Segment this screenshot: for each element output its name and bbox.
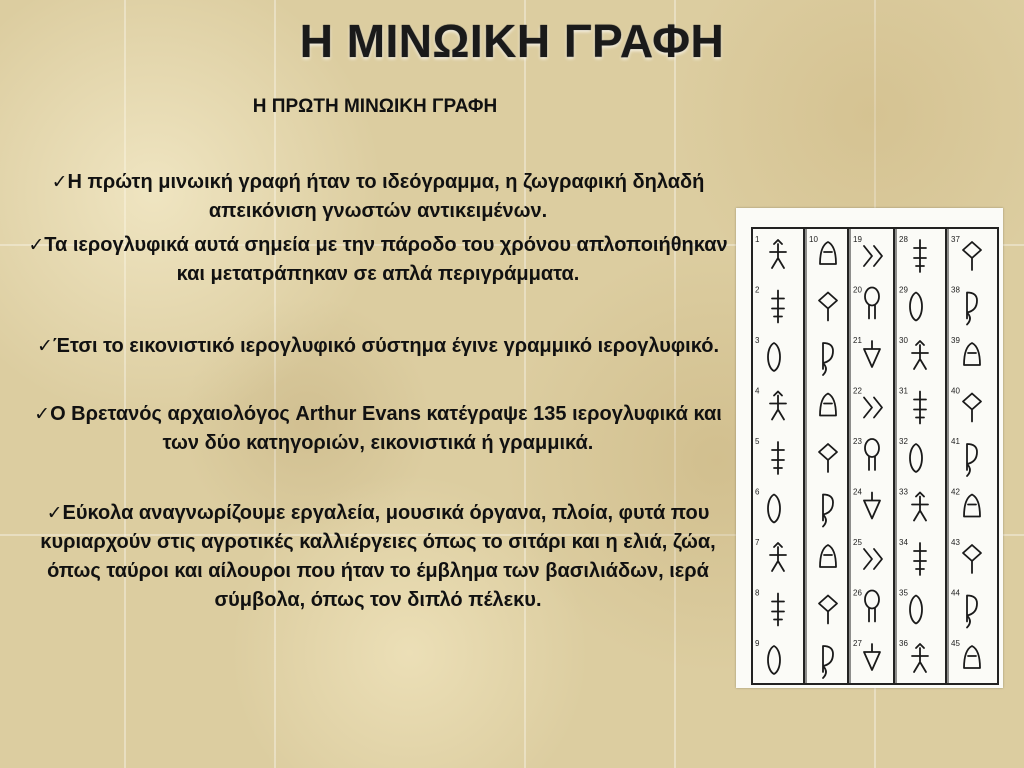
hieroglyph-sign xyxy=(865,439,879,470)
sign-number: 31 xyxy=(899,386,908,396)
hieroglyph-sign xyxy=(823,495,833,527)
hieroglyph-table-drawing xyxy=(736,208,1003,688)
hieroglyph-sign xyxy=(770,240,786,268)
hieroglyph-sign xyxy=(865,288,879,319)
hieroglyph-sign xyxy=(770,543,786,571)
sign-number: 23 xyxy=(853,437,862,446)
bullet-text: Η πρώτη μινωική γραφή ήταν το ιδεόγραμμα, η ζωγραφική δηλαδή απεικόνιση γνωστών αντικειμένων. xyxy=(67,171,705,222)
hieroglyph-sign xyxy=(819,293,837,321)
checkmark-icon: ✓ xyxy=(34,404,51,425)
hieroglyph-sign xyxy=(964,495,980,517)
sign-number: 30 xyxy=(899,336,908,345)
hieroglyph-sign xyxy=(912,493,928,521)
sign-number: 21 xyxy=(853,336,862,345)
hieroglyph-sign xyxy=(910,596,922,624)
hieroglyph-sign xyxy=(967,444,977,476)
hieroglyph-sign xyxy=(963,242,981,270)
hieroglyph-sign xyxy=(820,394,836,416)
checkmark-icon: ✓ xyxy=(36,336,53,357)
sign-number: 24 xyxy=(853,487,862,497)
bullet-list xyxy=(16,168,740,615)
hieroglyph-sign xyxy=(910,293,922,321)
hieroglyph-sign xyxy=(910,444,922,472)
hieroglyph-sign xyxy=(823,343,833,375)
hieroglyph-sign xyxy=(912,341,928,369)
hieroglyph-sign xyxy=(864,493,880,519)
sign-number: 39 xyxy=(951,336,960,345)
sign-number: 27 xyxy=(853,639,862,648)
hieroglyph-sign xyxy=(772,291,784,323)
checkmark-icon: ✓ xyxy=(46,503,63,524)
bullet-text: Εύκολα αναγνωρίζουμε εργαλεία, μουσικά όργανα, πλοία, φυτά που κυριαρχούν στις αγροτικές καλλιέργειες όπως το σιτάρι και η ελιά, ζώα, όπως ταύροι και αίλουροι που ήταν το έμβλημα των βασιλιάδων, ιερά σύμβολα, όπως τον διπλό πέλεκυ. xyxy=(40,502,716,611)
hieroglyph-sign xyxy=(823,646,833,678)
bullet-item xyxy=(16,332,740,361)
bullet-item xyxy=(16,168,740,226)
hieroglyph-sign xyxy=(864,549,882,569)
hieroglyph-sign xyxy=(819,444,837,472)
bullet-text: Ο Βρετανός αρχαιολόγος Arthur Evans κατέγραψε 135 ιερογλυφικά και των δύο κατηγοριών, εικονιστικά ή γραμμικά. xyxy=(50,403,722,454)
bullet-item xyxy=(16,499,740,615)
sign-number: 42 xyxy=(951,487,960,497)
hieroglyph-sign xyxy=(914,543,926,575)
hieroglyph-sign xyxy=(819,596,837,624)
sign-number: 43 xyxy=(951,538,960,547)
checkmark-icon: ✓ xyxy=(28,235,45,256)
sign-number: 9 xyxy=(755,639,760,648)
checkmark-icon: ✓ xyxy=(51,172,68,193)
bullet-text: Τα ιερογλυφικά αυτά σημεία με την πάροδο του χρόνου απλοποιήθηκαν και μετατράπηκαν σε απλά περιγράμματα. xyxy=(44,234,728,285)
bullet-item xyxy=(16,231,740,289)
hieroglyph-sign xyxy=(914,240,926,272)
sign-number: 32 xyxy=(899,437,908,446)
hieroglyph-sign xyxy=(864,644,880,670)
sign-number: 8 xyxy=(755,588,760,598)
sign-number: 45 xyxy=(951,639,960,648)
sign-number: 3 xyxy=(755,336,760,345)
sign-number: 28 xyxy=(899,235,908,244)
hieroglyph-sign xyxy=(772,594,784,626)
hieroglyph-sign xyxy=(864,246,882,266)
hieroglyph-sign xyxy=(820,242,836,264)
sign-number: 1 xyxy=(755,235,760,244)
hieroglyph-sign xyxy=(963,545,981,573)
slide-subtitle: Η ΠΡΩΤΗ ΜΙΝΩΙΚΗ ΓΡΑΦΗ xyxy=(252,96,498,117)
hieroglyph-sign xyxy=(912,644,928,672)
sign-number: 44 xyxy=(951,588,960,598)
hieroglyph-sign xyxy=(768,343,780,371)
sign-number: 25 xyxy=(853,538,862,547)
sign-number: 34 xyxy=(899,538,908,547)
sign-number: 22 xyxy=(853,386,862,396)
sign-number: 37 xyxy=(951,235,960,244)
hieroglyph-sign-table xyxy=(736,208,1003,688)
hieroglyph-sign xyxy=(964,646,980,668)
sign-number: 2 xyxy=(755,285,760,295)
sign-number: 4 xyxy=(755,386,760,396)
hieroglyph-sign xyxy=(772,442,784,474)
sign-number: 10 xyxy=(809,235,818,244)
bullet-item xyxy=(16,400,740,458)
hieroglyph-sign xyxy=(914,392,926,424)
sign-number: 41 xyxy=(951,437,960,446)
slide-title: Η ΜΙΝΩΙΚΗ ΓΡΑΦΗ xyxy=(299,15,725,67)
sign-number: 33 xyxy=(899,487,908,497)
sign-number: 19 xyxy=(853,235,862,244)
hieroglyph-sign xyxy=(967,293,977,325)
hieroglyph-sign xyxy=(768,646,780,674)
sign-number: 7 xyxy=(755,538,760,547)
hieroglyph-sign xyxy=(820,545,836,567)
sign-number: 38 xyxy=(951,285,960,295)
sign-number: 29 xyxy=(899,285,908,295)
sign-number: 40 xyxy=(951,386,960,396)
hieroglyph-sign xyxy=(865,591,879,622)
hieroglyph-sign xyxy=(864,398,882,418)
hieroglyph-sign xyxy=(768,495,780,523)
sign-number: 5 xyxy=(755,437,760,446)
hieroglyph-sign xyxy=(770,392,786,420)
sign-number: 35 xyxy=(899,588,908,598)
sign-number: 36 xyxy=(899,639,908,648)
hieroglyph-sign xyxy=(967,596,977,628)
bullet-text: Έτσι το εικονιστικό ιερογλυφικό σύστημα έγινε γραμμικό ιερογλυφικό. xyxy=(52,335,720,357)
sign-number: 20 xyxy=(853,285,862,295)
hieroglyph-sign xyxy=(964,343,980,365)
hieroglyph-sign xyxy=(963,394,981,422)
sign-number: 26 xyxy=(853,588,862,598)
sign-number: 6 xyxy=(755,487,760,497)
hieroglyph-sign xyxy=(864,341,880,367)
